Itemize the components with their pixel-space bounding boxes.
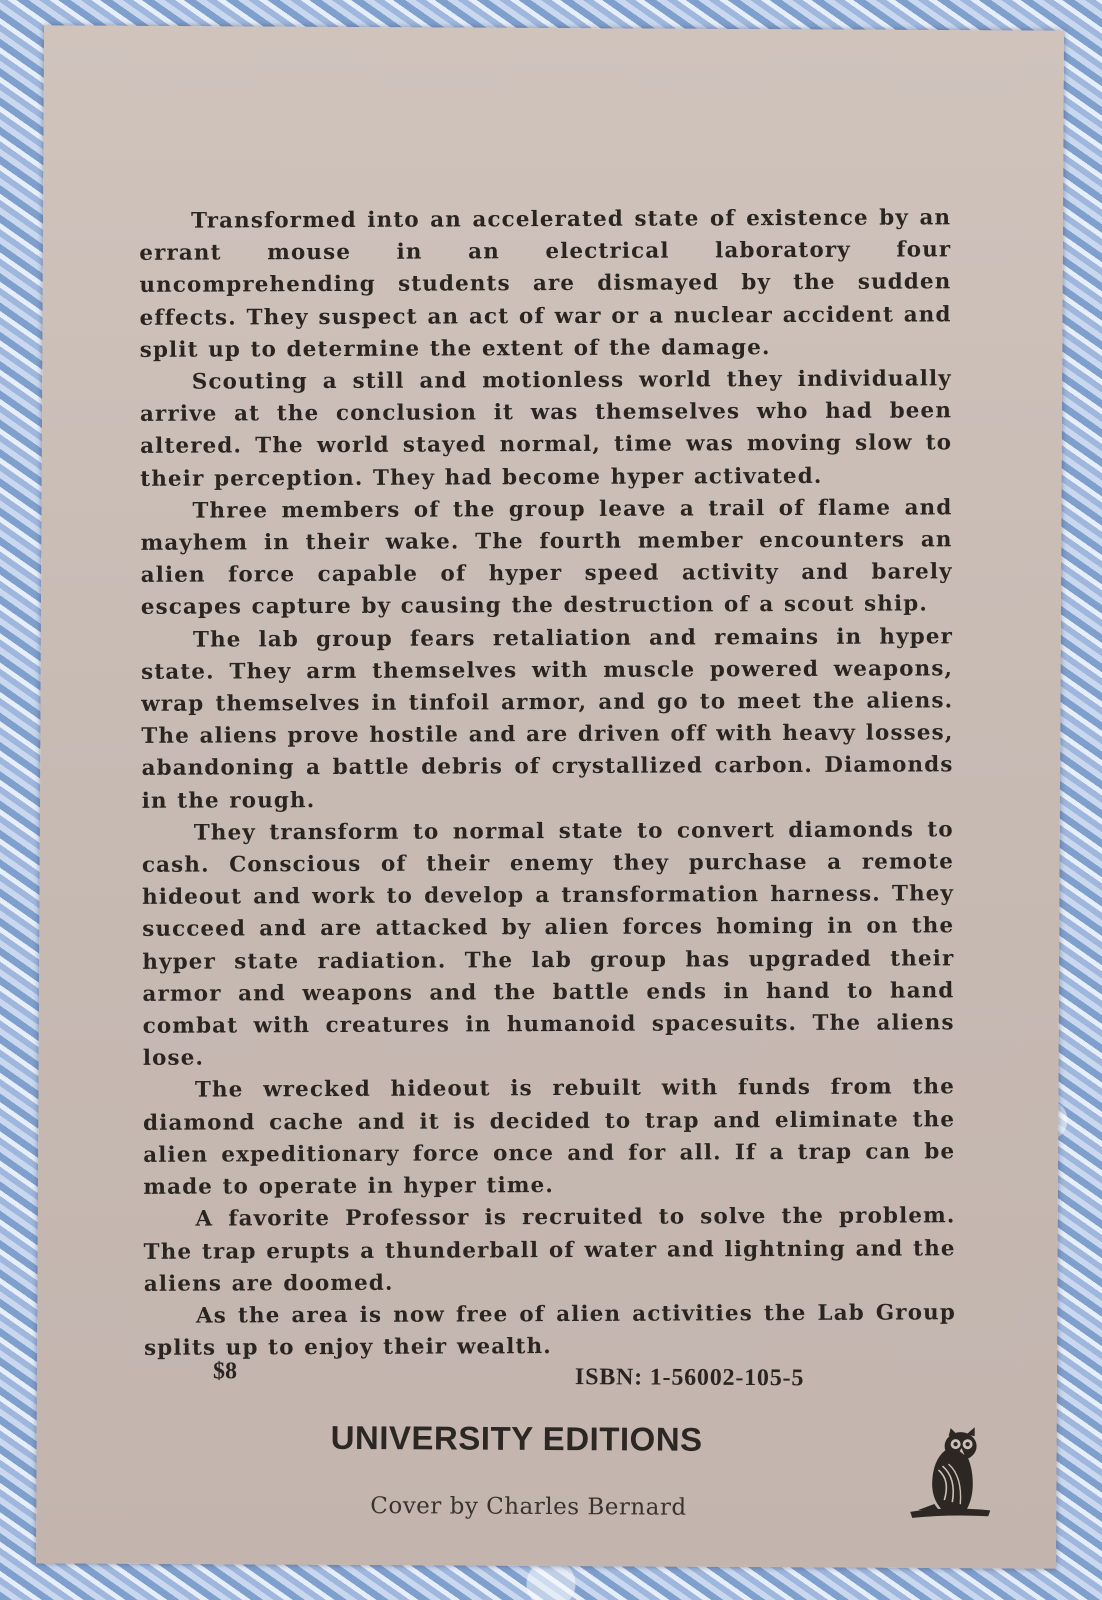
- synopsis-paragraph: A favorite Professor is recruited to solve the problem. The trap erupts a thunderball of water and lightning and the aliens are doomed.: [143, 1203, 956, 1297]
- synopsis-paragraph: The wrecked hideout is rebuilt with funds from the diamond cache and it is decided to trap and eliminate the alien expeditionary force once and for all. If a trap can be made to operate in hyper time.: [143, 1074, 956, 1200]
- price-label: $8: [212, 1358, 238, 1385]
- synopsis-paragraph: Transformed into an accelerated state of existence by an errant mouse in an electrical laboratory four uncomprehending students are dismayed by the sudden effects. They suspect an act of war or a nuclear accident and split up to determine the extent of the damage.: [139, 205, 952, 363]
- synopsis-paragraph: The lab group fears retaliation and remains in hyper state. They arm themselves with muscle powered weapons, wrap themselves in tinfoil armor, and go to meet the aliens. The aliens prove hostile and are driven off with heavy losses, abandoning a battle debris of crystallized carbon. Diamonds in the rough.: [141, 623, 954, 814]
- synopsis-paragraph: Scouting a still and motionless world they individually arrive at the conclusion it was themselves who had been altered. The world stayed normal, time was moving slow to their perception. They had become hyper activated.: [139, 366, 953, 492]
- synopsis-paragraph: As the area is now free of alien activities the Lab Group splits up to enjoy their wealth.: [144, 1300, 956, 1361]
- back-cover-card: [36, 25, 1064, 1568]
- isbn-label: ISBN: 1-56002-105-5: [574, 1364, 805, 1392]
- owl-icon: [904, 1426, 995, 1522]
- synopsis-paragraph: Three members of the group leave a trail of flame and mayhem in their wake. The fourth member encounters an alien force capable of hyper speed activity and barely escapes capture by causing the destruction of a scout ship.: [140, 495, 953, 621]
- synopsis-paragraph: They transform to normal state to convert diamonds to cash. Conscious of their enemy they purchase a remote hideout and work to develop a transformation harness. They succeed and are attacked by alien forces homing in on the hyper state radiation. The lab group has upgraded their armor and weapons and the battle ends in hand to hand combat with creatures in humanoid spacesuits. The aliens lose.: [141, 817, 955, 1072]
- publisher-name: UNIVERSITY EDITIONS: [330, 1418, 703, 1458]
- cover-credit: Cover by Charles Bernard: [370, 1493, 687, 1521]
- synopsis-text: [139, 202, 956, 1365]
